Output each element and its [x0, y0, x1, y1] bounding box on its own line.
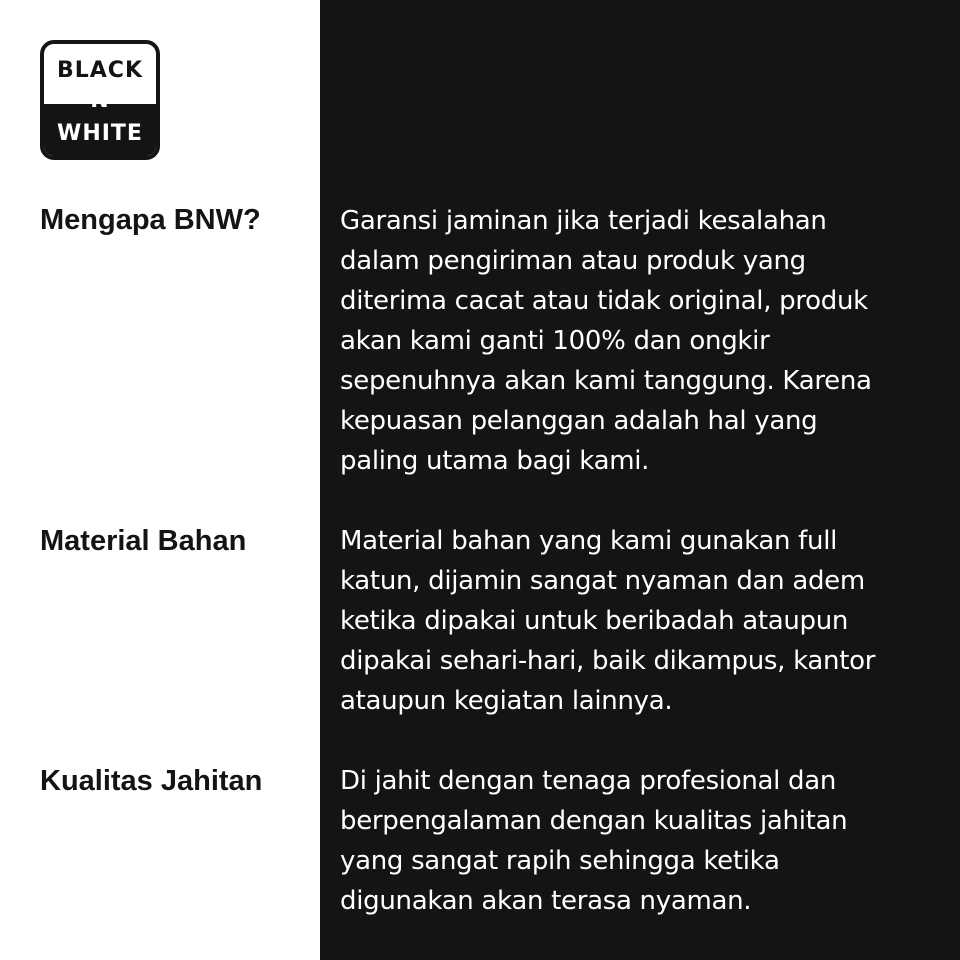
- text-kualitas-jahitan: [340, 761, 940, 921]
- text-line: ketika dipakai untuk beribadah ataupun: [340, 606, 849, 636]
- brand-logo: [40, 40, 160, 160]
- logo-text-white: WHITE: [57, 121, 143, 146]
- text-line: ataupun kegiatan lainnya.: [340, 686, 673, 716]
- text-line: akan kami ganti 100% dan ongkir: [340, 326, 770, 356]
- logo-text-black: BLACK: [56, 58, 143, 83]
- text-line: dalam pengiriman atau produk yang: [340, 246, 806, 276]
- text-line: digunakan akan terasa nyaman.: [340, 886, 752, 916]
- text-material-bahan: [340, 521, 940, 721]
- text-line: berpengalaman dengan kualitas jahitan: [340, 806, 848, 836]
- heading-kualitas-jahitan: Kualitas Jahitan: [40, 765, 263, 797]
- text-line: Material bahan yang kami gunakan full: [340, 526, 838, 556]
- text-line: kepuasan pelanggan adalah hal yang: [340, 406, 818, 436]
- text-line: Garansi jaminan jika terjadi kesalahan: [340, 206, 827, 236]
- text-line: Di jahit dengan tenaga profesional dan: [340, 766, 837, 796]
- logo-text-n: N: [90, 88, 110, 113]
- text-line: dipakai sehari-hari, baik dikampus, kantor: [340, 646, 876, 676]
- text-line: katun, dijamin sangat nyaman dan adem: [340, 566, 865, 596]
- text-mengapa-bnw: [340, 201, 940, 481]
- text-line: diterima cacat atau tidak original, produk: [340, 286, 868, 316]
- text-line: yang sangat rapih sehingga ketika: [340, 846, 780, 876]
- text-line: paling utama bagi kami.: [340, 446, 650, 476]
- heading-material-bahan: Material Bahan: [40, 525, 247, 557]
- text-line: sepenuhnya akan kami tanggung. Karena: [340, 366, 872, 396]
- heading-mengapa-bnw: Mengapa BNW?: [40, 204, 261, 236]
